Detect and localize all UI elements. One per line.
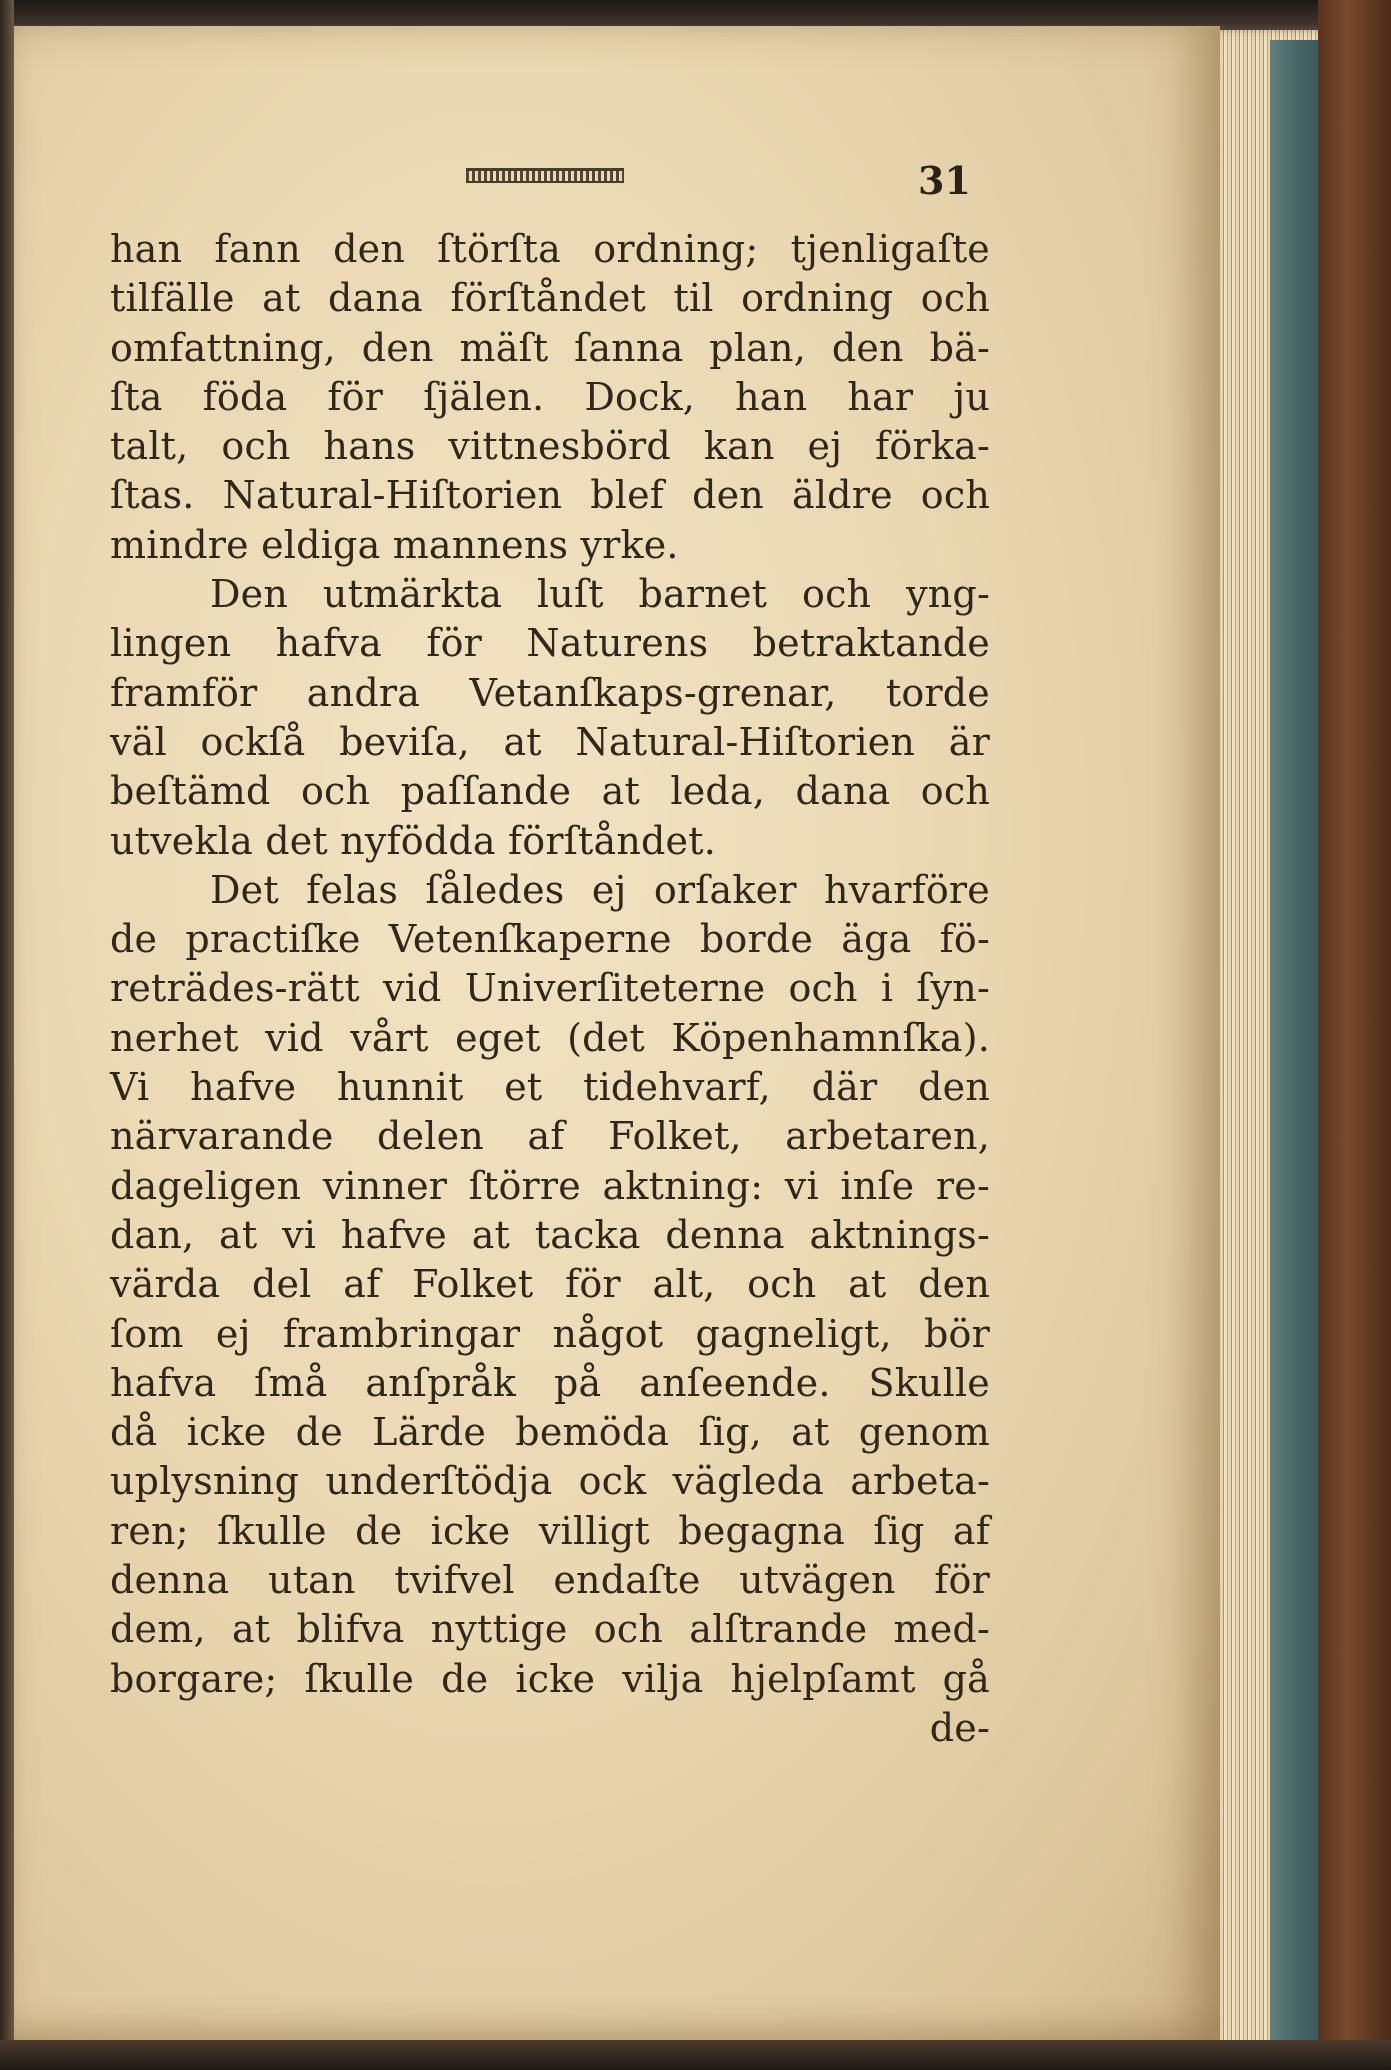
text-line: lingen hafva för Naturens betraktande: [110, 621, 990, 666]
text-line: Vi hafve hunnit et tidehvarf, där den: [110, 1065, 990, 1110]
text-line: ſom ej frambringar något gagneligt, bör: [110, 1311, 990, 1356]
text-line: dan, at vi hafve at tacka denna aktnings-: [110, 1212, 990, 1257]
text-line: tilfälle at dana förſtåndet til ordning och: [110, 276, 990, 321]
book-bottom-edge: [0, 2040, 1391, 2070]
catchword: de-: [929, 1705, 990, 1750]
page-number: 31: [918, 158, 971, 203]
text-line: dem, at blifva nyttige och alſtrande med-: [110, 1607, 990, 1652]
header-ornament-rule: [466, 168, 624, 183]
text-line: beſtämd och paſſande at leda, dana och: [110, 769, 990, 814]
text-line: uplysning underſtödja ock vägleda arbeta-: [110, 1459, 990, 1504]
text-line: dageligen vinner ſtörre aktning: vi inſe re-: [110, 1163, 990, 1208]
text-line: denna utan tvifvel endaſte utvägen för: [110, 1558, 990, 1603]
body-text: [110, 225, 990, 1753]
text-line: talt, och hans vittnesbörd kan ej förka-: [110, 424, 990, 469]
text-line: reträdes-rätt vid Univerſiteterne och i ſyn-: [110, 966, 990, 1011]
text-line: mindre eldiga mannens yrke.: [110, 522, 679, 567]
text-line: väl ockſå beviſa, at Natural-Hiſtorien är: [110, 719, 990, 764]
text-line: ſta föda för ſjälen. Dock, han har ju: [110, 374, 990, 419]
text-line: ren; ſkulle de icke villigt begagna ſig af: [110, 1508, 990, 1553]
text-line: omfattning, den mäſt ſanna plan, den bä-: [110, 325, 990, 370]
text-line: då icke de Lärde bemöda ſig, at genom: [110, 1410, 990, 1455]
text-line: ſtas. Natural-Hiſtorien blef den äldre och: [110, 473, 990, 518]
page-edge-colored: [1270, 40, 1320, 2050]
text-line: hafva ſmå anſpråk på anſeende. Skulle: [110, 1360, 990, 1405]
text-line: Den utmärkta luſt barnet och yng-: [210, 572, 990, 617]
text-line: framför andra Vetanſkaps-grenar, torde: [110, 670, 990, 715]
text-line: borgare; ſkulle de icke vilja hjelpſamt gå: [110, 1656, 990, 1701]
text-line: utvekla det nyfödda förſtåndet.: [110, 818, 716, 863]
book-cover-edge: [1318, 0, 1391, 2070]
book-left-edge: [0, 0, 14, 2070]
text-line: värda del af Folket för alt, och at den: [110, 1262, 990, 1307]
text-line: han fann den ſtörſta ordning; tjenligaſte: [110, 227, 990, 271]
text-line: närvarande delen af Folket, arbetaren,: [110, 1114, 990, 1159]
text-line: de practiſke Vetenſkaperne borde äga fö-: [110, 917, 990, 962]
text-line: nerhet vid vårt eget (det Köpenhamnſka).: [110, 1015, 990, 1060]
text-line: Det felas ſåledes ej orſaker hvarföre: [210, 867, 990, 912]
